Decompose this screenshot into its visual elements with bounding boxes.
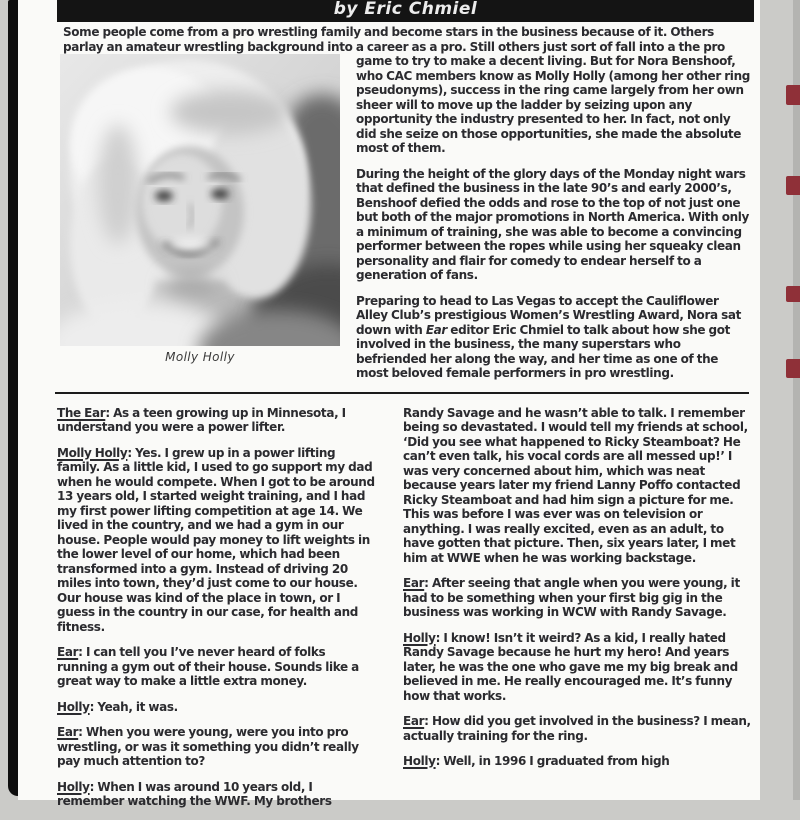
qa-text: : I know! Isn’t it weird? As a kid, I really hated Randy Savage because he hurt my hero! And years later, he was the one who gave me my big break and believed in me. He really encouraged me. It’s funny how that works. — [403, 630, 738, 703]
interview-columns — [57, 406, 751, 820]
interview-right-column — [403, 406, 751, 820]
qa-paragraph — [403, 754, 751, 769]
qa-text: : Yes. I grew up in a power lifting family. As a little kid, I used to go support my dad when he would compete. When I got to be around 13 years old, I started weight training, and I had my first power lifting competition at age 14. We lived in the country, and we had a gym in our house. People would pay money to lift weights in the lower level of our home, which had been transformed into a gym. Instead of driving 20 miles into town, they’d just come to our house. Our house was kind of the place in town, or I guess in the country in our case, for health and fitness. — [57, 445, 375, 634]
layout-spacer — [57, 25, 58, 54]
qa-paragraph — [57, 406, 377, 435]
red-tab-1 — [786, 85, 800, 105]
speaker-label: Molly Holly — [57, 445, 128, 460]
magazine-page — [18, 0, 760, 808]
section-divider-rule — [55, 392, 749, 394]
portrait-illustration — [60, 54, 340, 346]
article-body — [57, 25, 751, 820]
qa-paragraph — [403, 406, 751, 566]
qa-paragraph — [403, 714, 751, 743]
intro-paragraph-1: Some people come from a pro wrestling family and become stars in the business because of it. Others parlay an amateur wrestling background into a career as a pro. Still others just sort of fall into a the pro game to try to make a decent living. But for Nora Benshoof, who CAC members know as Molly Holly (among her other ring pseudonyms), success in the ring came largely from her own sheer will to move up the ladder by seizing upon any opportunity the industry presented to her. In fact, not only did she seize on those opportunities, she made the absolute most of them. — [63, 25, 751, 155]
red-tab-2 — [786, 176, 800, 195]
qa-text: : When I was around 10 years old, I remember watching the WWF. My brothers — [57, 779, 332, 808]
qa-text: : How did you get involved in the business? I mean, actually training for the ring. — [403, 714, 751, 743]
portrait-photo — [60, 54, 340, 364]
speaker-label: Holly — [403, 630, 436, 645]
qa-paragraph — [57, 446, 377, 635]
qa-text: : Well, in 1996 I graduated from high — [435, 754, 670, 768]
byline-banner — [57, 0, 754, 22]
qa-text: : After seeing that angle when you were young, it had to be something when your first big gig in the business was working in WCW with Randy Savage. — [403, 576, 740, 619]
molly-holly-photo — [60, 54, 340, 346]
speaker-label: Holly — [403, 754, 436, 768]
byline-text: by Eric Chmiel — [333, 0, 478, 19]
qa-text: : I can tell you I’ve never heard of folks running a gym out of their house. Sounds like a great way to make a little extra money. — [57, 645, 359, 688]
intro-paragraph-3-start: Preparing to head to Las Vegas to accept the Cauliflower Alley Club’s prestigious Women’s Wrestling Award, Nora sat down with — [356, 293, 742, 337]
qa-text: Randy Savage and he wasn’t able to talk. I remember being so devastated. I would tell my friends at school, ‘Did you see what happened to Ricky Steamboat? He can’t even talk, his vocal cords are all messed up!’ I was very concerned about him, which was neat because years later my friend Lanny Poffo contacted Ricky Steamboat and had him sign a picture for me. This was before I was ever was on television or anything. I was really excited, even as an adult, to have gotten that picture. Then, six years later, I met him at WWE when he was working backstage. — [403, 405, 748, 565]
scan-right-edge — [793, 0, 800, 800]
qa-text: : As a teen growing up in Minnesota, I understand you were a power lifter. — [57, 405, 346, 434]
ear-magazine-name: Ear — [425, 322, 447, 337]
qa-paragraph — [403, 576, 751, 620]
qa-paragraph — [57, 780, 377, 809]
qa-text: : When you were young, were you into pro wrestling, or was it something you didn’t really pay much attention to? — [57, 725, 359, 768]
qa-paragraph — [403, 631, 751, 704]
speaker-label: The Ear — [57, 405, 106, 420]
speaker-label: Holly — [57, 699, 90, 714]
speaker-label: Ear — [403, 576, 425, 590]
qa-paragraph — [57, 725, 377, 769]
interview-left-column — [57, 406, 377, 820]
intro-paragraph-3-end: editor Eric Chmiel to talk about how she got involved in the business, the many superstars who befriended her along the way, and her time as one of the most beloved female performers in pro wrestling. — [356, 322, 731, 380]
speaker-label: Ear — [57, 725, 79, 739]
speaker-label: Ear — [57, 645, 79, 659]
red-tab-4 — [786, 359, 800, 378]
red-tab-3 — [786, 286, 800, 302]
speaker-label: Holly — [57, 779, 90, 794]
speaker-label: Ear — [403, 714, 425, 728]
intro-paragraph-2: During the height of the glory days of the Monday night wars that defined the business in the late 90’s and early 2000’s, Benshoof defied the odds and rose to the top of not just one but both of the major promotions in North America. With only a minimum of training, she was able to become a convincing performer between the ropes while using her squeaky clean personality and flair for comedy to endear herself to a generation of fans. — [356, 166, 750, 282]
qa-paragraph — [57, 700, 377, 715]
qa-paragraph — [57, 645, 377, 689]
photo-caption: Molly Holly — [165, 350, 235, 364]
qa-text: : Yeah, it was. — [89, 699, 178, 714]
